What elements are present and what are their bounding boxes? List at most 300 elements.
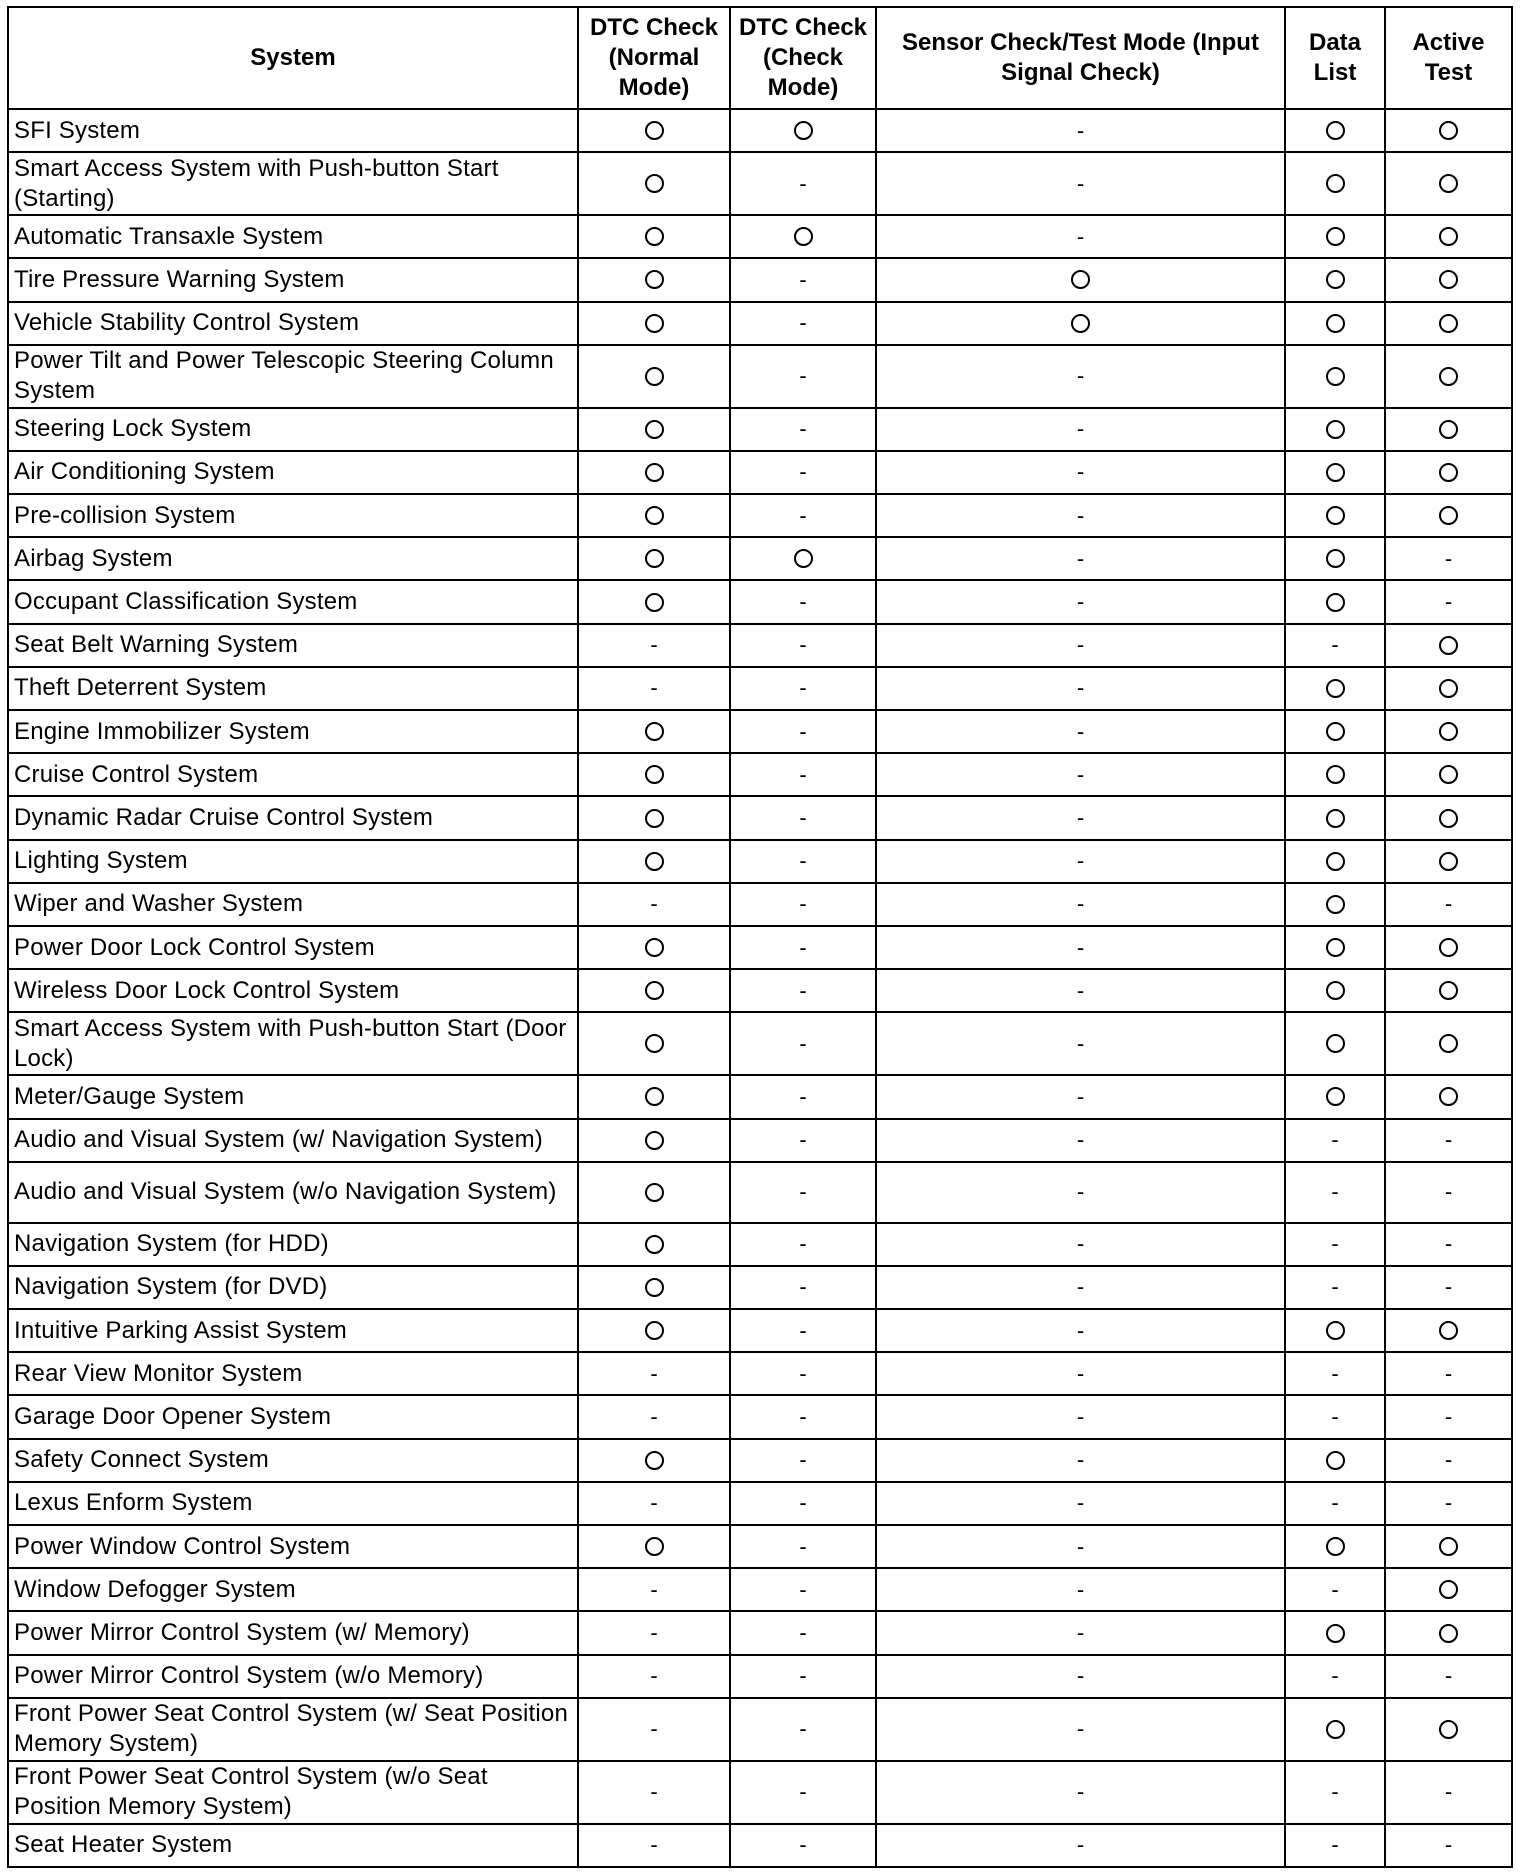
not-supported-mark: - [1076,1832,1085,1858]
cell-dtc-check [730,753,876,796]
not-supported-mark: - [1076,1274,1085,1300]
cell-dtc-check [730,710,876,753]
not-supported-mark: - [650,632,658,658]
cell-data-list [1285,1075,1385,1118]
table-row [8,258,1512,301]
cell-dtc-normal [578,1525,730,1568]
cell-data-list [1285,580,1385,623]
cell-dtc-normal [578,1655,730,1698]
cell-sensor-check [876,969,1285,1012]
supported-mark-icon [645,1451,664,1470]
header-dtc-check: DTC Check (Check Mode) [730,7,876,109]
cell-sensor-check [876,1761,1285,1824]
cell-dtc-normal [578,1075,730,1118]
cell-data-list [1285,1439,1385,1482]
cell-active-test [1385,667,1512,710]
not-supported-mark: - [650,1663,658,1689]
cell-dtc-normal [578,451,730,494]
not-supported-mark: - [799,363,807,389]
cell-dtc-normal [578,1309,730,1352]
cell-dtc-normal [578,969,730,1012]
cell-data-list [1285,302,1385,345]
not-supported-mark: - [1444,1663,1453,1689]
supported-mark-icon [1326,765,1345,784]
system-name-cell: Smart Access System with Push-button Start (Door Lock) [8,1012,578,1075]
supported-mark-icon [645,1278,664,1297]
cell-active-test [1385,1655,1512,1698]
table-row [8,408,1512,451]
supported-mark-icon [1439,270,1458,289]
supported-mark-icon [1439,1034,1458,1053]
cell-active-test [1385,753,1512,796]
supported-mark-icon [1326,227,1345,246]
not-supported-mark: - [650,1404,658,1429]
supported-mark-icon [1439,1087,1458,1106]
cell-dtc-normal [578,1162,730,1223]
supported-mark-icon [1439,938,1458,957]
table-row [8,1266,1512,1309]
cell-data-list [1285,1223,1385,1266]
supported-mark-icon [645,506,664,525]
cell-data-list [1285,1162,1385,1223]
supported-mark-icon [645,1034,664,1053]
not-supported-mark: - [1076,416,1085,442]
not-supported-mark: - [1444,589,1453,614]
supported-mark-icon [645,463,664,482]
cell-dtc-normal [578,345,730,408]
cell-dtc-normal [578,1611,730,1654]
cell-dtc-check [730,1075,876,1118]
cell-sensor-check [876,883,1285,926]
table-row [8,215,1512,258]
cell-dtc-normal [578,152,730,215]
supported-mark-icon [1326,463,1345,482]
cell-sensor-check [876,580,1285,623]
cell-data-list [1285,1761,1385,1824]
cell-data-list [1285,667,1385,710]
cell-active-test [1385,1395,1512,1438]
cell-active-test [1385,215,1512,258]
table-row [8,1611,1512,1654]
not-supported-mark: - [799,266,807,292]
cell-sensor-check [876,1266,1285,1309]
table-row [8,926,1512,969]
system-name-cell: Theft Deterrent System [8,667,578,710]
header-dtc-normal: DTC Check (Normal Mode) [578,7,730,109]
supported-mark-icon [1439,1720,1458,1739]
cell-dtc-check [730,302,876,345]
not-supported-mark: - [799,1083,807,1109]
cell-dtc-check [730,1223,876,1266]
cell-active-test [1385,258,1512,301]
not-supported-mark: - [1331,1231,1339,1257]
cell-data-list [1285,215,1385,258]
cell-data-list [1285,1655,1385,1698]
supported-mark-icon [645,852,664,871]
cell-dtc-check [730,258,876,301]
system-name-cell: Power Mirror Control System (w/o Memory) [8,1655,578,1698]
table-row [8,667,1512,710]
cell-active-test [1385,494,1512,537]
cell-data-list [1285,1824,1385,1867]
not-supported-mark: - [1331,1404,1339,1429]
cell-data-list [1285,926,1385,969]
cell-dtc-check [730,1824,876,1867]
table-row [8,152,1512,215]
supported-mark-icon [1326,593,1345,612]
supported-mark-icon [1439,463,1458,482]
not-supported-mark: - [799,1317,807,1343]
table-row [8,1223,1512,1266]
not-supported-mark: - [799,1447,807,1473]
supported-mark-icon [1439,852,1458,871]
not-supported-mark: - [799,718,807,744]
cell-dtc-check [730,1568,876,1611]
not-supported-mark: - [799,1716,807,1742]
not-supported-mark: - [1444,1360,1453,1386]
table-row [8,1352,1512,1395]
cell-sensor-check [876,1352,1285,1395]
cell-dtc-check [730,1395,876,1438]
cell-active-test [1385,408,1512,451]
supported-mark-icon [1326,722,1345,741]
cell-dtc-check [730,494,876,537]
table-row [8,1568,1512,1611]
cell-active-test [1385,1119,1512,1162]
supported-mark-icon [794,121,813,140]
supported-mark-icon [1326,938,1345,957]
cell-sensor-check [876,796,1285,839]
cell-data-list [1285,1266,1385,1309]
supported-mark-icon [645,314,664,333]
table-row [8,1439,1512,1482]
table-row [8,710,1512,753]
cell-sensor-check [876,1439,1285,1482]
cell-data-list [1285,258,1385,301]
not-supported-mark: - [799,416,807,442]
cell-sensor-check [876,624,1285,667]
supported-mark-icon [1326,549,1345,568]
cell-active-test [1385,1162,1512,1223]
table-row [8,1482,1512,1525]
cell-dtc-check [730,624,876,667]
cell-data-list [1285,1012,1385,1075]
cell-active-test [1385,1012,1512,1075]
cell-data-list [1285,1698,1385,1761]
not-supported-mark: - [799,1832,807,1858]
not-supported-mark: - [1331,1779,1339,1805]
not-supported-mark: - [1331,1179,1339,1205]
table-row [8,345,1512,408]
not-supported-mark: - [650,1360,658,1386]
cell-data-list [1285,883,1385,926]
supported-mark-icon [1326,314,1345,333]
cell-sensor-check [876,408,1285,451]
supported-mark-icon [645,121,664,140]
cell-dtc-check [730,796,876,839]
cell-data-list [1285,840,1385,883]
cell-data-list [1285,624,1385,667]
not-supported-mark: - [799,891,807,917]
cell-active-test [1385,1568,1512,1611]
not-supported-mark: - [799,1663,807,1689]
not-supported-mark: - [799,1576,807,1602]
supported-mark-icon [1439,420,1458,439]
not-supported-mark: - [1331,1274,1339,1300]
cell-active-test [1385,1482,1512,1525]
supported-mark-icon [1326,420,1345,439]
cell-sensor-check [876,451,1285,494]
not-supported-mark: - [1076,761,1085,787]
supported-mark-icon [645,1321,664,1340]
cell-sensor-check [876,1309,1285,1352]
not-supported-mark: - [1331,1576,1339,1602]
not-supported-mark: - [1076,363,1085,389]
table-row [8,580,1512,623]
cell-sensor-check [876,1525,1285,1568]
cell-active-test [1385,624,1512,667]
cell-data-list [1285,152,1385,215]
supported-mark-icon [1439,636,1458,655]
cell-dtc-check [730,883,876,926]
not-supported-mark: - [799,1490,807,1516]
system-name-cell: Vehicle Stability Control System [8,302,578,345]
cell-dtc-normal [578,1439,730,1482]
cell-dtc-check [730,1119,876,1162]
supported-mark-icon [645,722,664,741]
cell-sensor-check [876,1611,1285,1654]
not-supported-mark: - [1076,1030,1085,1056]
system-name-cell: SFI System [8,109,578,152]
system-name-cell: Power Tilt and Power Telescopic Steering Column System [8,345,578,408]
system-name-cell: Meter/Gauge System [8,1075,578,1118]
table-row [8,1119,1512,1162]
not-supported-mark: - [1444,1404,1453,1429]
cell-sensor-check [876,1655,1285,1698]
cell-dtc-normal [578,624,730,667]
cell-sensor-check [876,840,1285,883]
supported-mark-icon [1439,679,1458,698]
cell-active-test [1385,1525,1512,1568]
supported-mark-icon [645,1235,664,1254]
supported-mark-icon [645,420,664,439]
cell-data-list [1285,1119,1385,1162]
not-supported-mark: - [1076,977,1085,1003]
supported-mark-icon [1071,270,1090,289]
supported-mark-icon [1326,506,1345,525]
supported-mark-icon [1439,1580,1458,1599]
cell-dtc-check [730,215,876,258]
not-supported-mark: - [1076,170,1085,196]
supported-mark-icon [1326,981,1345,1000]
not-supported-mark: - [1076,502,1085,528]
cell-dtc-check [730,1761,876,1824]
system-name-cell: Smart Access System with Push-button Start (Starting) [8,152,578,215]
supported-mark-icon [1439,506,1458,525]
not-supported-mark: - [650,1490,658,1516]
table-row [8,1655,1512,1698]
supported-mark-icon [645,981,664,1000]
cell-dtc-normal [578,926,730,969]
cell-data-list [1285,537,1385,580]
cell-data-list [1285,710,1385,753]
not-supported-mark: - [1076,848,1085,874]
cell-active-test [1385,345,1512,408]
cell-dtc-check [730,1266,876,1309]
not-supported-mark: - [799,805,807,831]
not-supported-mark: - [1076,1490,1085,1516]
system-name-cell: Seat Belt Warning System [8,624,578,667]
supported-mark-icon [1326,1451,1345,1470]
system-name-cell: Audio and Visual System (w/o Navigation System) [8,1162,578,1223]
supported-mark-icon [1439,1624,1458,1643]
cell-active-test [1385,1824,1512,1867]
cell-active-test [1385,580,1512,623]
not-supported-mark: - [1076,675,1085,701]
cell-data-list [1285,408,1385,451]
not-supported-mark: - [1076,459,1085,485]
not-supported-mark: - [650,1620,658,1646]
cell-dtc-check [730,109,876,152]
cell-sensor-check [876,1568,1285,1611]
cell-dtc-check [730,1482,876,1525]
cell-sensor-check [876,258,1285,301]
cell-dtc-check [730,1525,876,1568]
not-supported-mark: - [1076,1404,1085,1429]
system-name-cell: Power Door Lock Control System [8,926,578,969]
cell-dtc-check [730,1309,876,1352]
cell-dtc-normal [578,796,730,839]
supported-mark-icon [645,367,664,386]
cell-data-list [1285,109,1385,152]
cell-data-list [1285,1309,1385,1352]
cell-dtc-normal [578,408,730,451]
cell-sensor-check [876,1395,1285,1438]
header-system: System [8,7,578,109]
system-name-cell: Power Mirror Control System (w/ Memory) [8,1611,578,1654]
cell-data-list [1285,1568,1385,1611]
cell-dtc-normal [578,258,730,301]
supported-mark-icon [1326,852,1345,871]
cell-dtc-normal [578,1395,730,1438]
supported-mark-icon [1326,1087,1345,1106]
cell-dtc-check [730,1352,876,1395]
table-row [8,1309,1512,1352]
supported-mark-icon [1326,174,1345,193]
cell-sensor-check [876,1482,1285,1525]
cell-data-list [1285,451,1385,494]
cell-active-test [1385,1266,1512,1309]
not-supported-mark: - [1076,589,1085,614]
table-row [8,1162,1512,1223]
cell-dtc-normal [578,1824,730,1867]
not-supported-mark: - [1444,891,1453,917]
cell-active-test [1385,796,1512,839]
supported-mark-icon [645,549,664,568]
cell-sensor-check [876,926,1285,969]
not-supported-mark: - [799,761,807,787]
not-supported-mark: - [799,848,807,874]
cell-dtc-normal [578,1119,730,1162]
cell-active-test [1385,537,1512,580]
cell-data-list [1285,796,1385,839]
not-supported-mark: - [1444,1490,1453,1516]
not-supported-mark: - [1076,934,1085,960]
cell-dtc-check [730,1162,876,1223]
not-supported-mark: - [1331,1127,1339,1153]
not-supported-mark: - [650,675,658,701]
cell-sensor-check [876,109,1285,152]
not-supported-mark: - [1076,1179,1085,1205]
supported-mark-icon [1439,174,1458,193]
cell-active-test [1385,926,1512,969]
supported-mark-icon [1326,1624,1345,1643]
cell-dtc-normal [578,753,730,796]
cell-active-test [1385,109,1512,152]
cell-dtc-normal [578,494,730,537]
cell-active-test [1385,969,1512,1012]
not-supported-mark: - [799,1274,807,1300]
system-name-cell: Front Power Seat Control System (w/o Seat Position Memory System) [8,1761,578,1824]
supported-mark-icon [1439,1321,1458,1340]
cell-data-list [1285,1352,1385,1395]
cell-dtc-check [730,152,876,215]
not-supported-mark: - [1444,1779,1453,1805]
table-row [8,1395,1512,1438]
not-supported-mark: - [1331,1663,1339,1689]
system-name-cell: Lexus Enform System [8,1482,578,1525]
not-supported-mark: - [1444,545,1453,571]
cell-active-test [1385,302,1512,345]
cell-dtc-check [730,926,876,969]
table-row [8,969,1512,1012]
cell-sensor-check [876,1162,1285,1223]
cell-data-list [1285,753,1385,796]
header-row [8,7,1512,109]
not-supported-mark: - [1076,1083,1085,1109]
not-supported-mark: - [799,1030,807,1056]
system-name-cell: Power Window Control System [8,1525,578,1568]
supported-mark-icon [645,1537,664,1556]
table-body [8,109,1512,1867]
system-name-cell: Air Conditioning System [8,451,578,494]
cell-dtc-check [730,1439,876,1482]
not-supported-mark: - [1076,223,1085,249]
cell-sensor-check [876,494,1285,537]
supported-mark-icon [1326,367,1345,386]
table-row [8,1075,1512,1118]
not-supported-mark: - [1076,545,1085,571]
supported-mark-icon [1326,1537,1345,1556]
table-row [8,1012,1512,1075]
cell-dtc-normal [578,840,730,883]
supported-mark-icon [1439,314,1458,333]
header-active-test: Active Test [1385,7,1512,109]
cell-active-test [1385,1352,1512,1395]
cell-sensor-check [876,1119,1285,1162]
cell-dtc-normal [578,1352,730,1395]
cell-dtc-check [730,451,876,494]
cell-dtc-normal [578,667,730,710]
cell-dtc-check [730,969,876,1012]
supported-mark-icon [1439,722,1458,741]
cell-data-list [1285,1611,1385,1654]
not-supported-mark: - [1076,1716,1085,1742]
not-supported-mark: - [799,632,807,658]
supported-mark-icon [645,1087,664,1106]
not-supported-mark: - [799,1360,807,1386]
cell-sensor-check [876,1075,1285,1118]
